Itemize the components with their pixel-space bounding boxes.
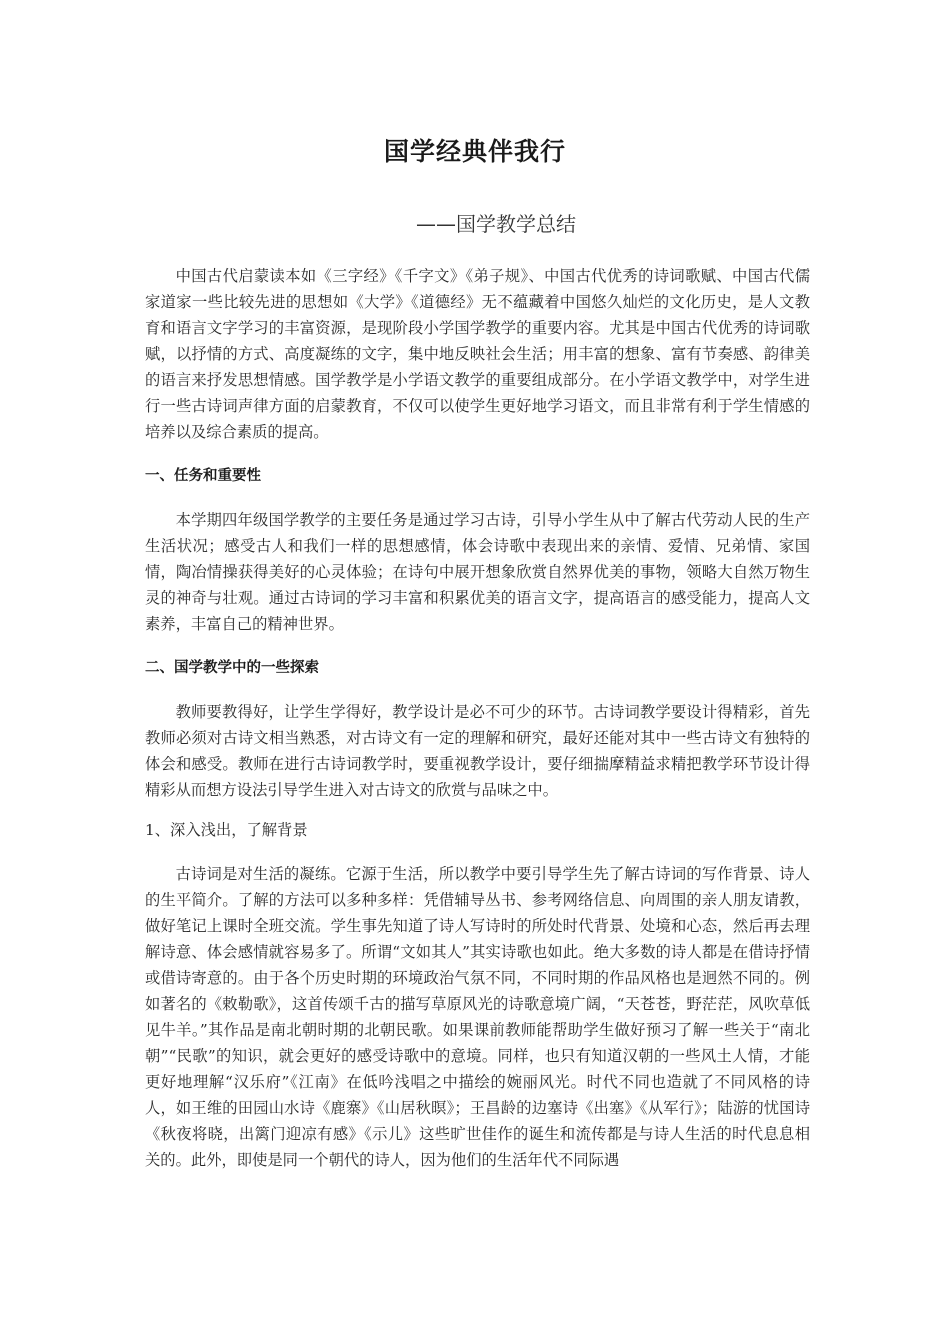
document-title: 国学经典伴我行 (383, 137, 566, 166)
document-body (145, 263, 810, 1173)
document-subtitle: ——国学教学总结 (416, 212, 576, 236)
section-2-paragraph: 教师要教得好，让学生学得好，教学设计是必不可少的环节。古诗词教学要设计得精彩，首先教师必须对古诗文相当熟悉，对古诗文有一定的理解和研究，最好还能对其中一些古诗文有独特的体会和感受。教师在进行古诗词教学时，要重视教学设计，要仔细揣摩精益求精把教学环节设计得精彩从而想方设法引导学生进入对古诗文的欣赏与品味之中。 (145, 703, 810, 799)
subsection-1-paragraph: 古诗词是对生活的凝练。它源于生活，所以教学中要引导学生先了解古诗词的写作背景、诗人的生平简介。了解的方法可以多种多样：凭借辅导丛书、参考网络信息、向周围的亲人朋友请教，做好笔记上课时全班交流。学生事先知道了诗人写诗时的所处时代背景、处境和心态，然后再去理解诗意、体会感情就容易多了。所谓“文如其人”其实诗歌也如此。绝大多数的诗人都是在借诗抒情或借诗寄意的。由于各个历史时期的环境政治气氛不同，不同时期的作品风格也是迥然不同的。例如著名的《敕勒歌》，这首传颂千古的描写草原风光的诗歌意境广阔，“天苍苍，野茫茫，风吹草低见牛羊。”其作品是南北朝时期的北朝民歌。如果课前教师能帮助学生做好预习了解一些关于“南北朝”“民歌”的知识，就会更好的感受诗歌中的意境。同样，也只有知道汉朝的一些风土人情，才能更好地理解“汉乐府”《江南》在低吟浅唱之中描绘的婉丽风光。时代不同也造就了不同风格的诗人，如王维的田园山水诗《鹿寨》《山居秋暝》；王昌龄的边塞诗《出塞》《从军行》；陆游的忧国诗《秋夜将晓，出篱门迎凉有感》《示儿》这些旷世佳作的诞生和流传都是与诗人生活的时代息息相关的。此外，即使是同一个朝代的诗人，因为他们的生活年代不同际遇 (145, 865, 810, 1169)
section-heading-2: 二、国学教学中的一些探索 (145, 660, 319, 676)
intro-paragraph: 中国古代启蒙读本如《三字经》《千字文》《弟子规》、中国古代优秀的诗词歌赋、中国古代儒家道家一些比较先进的思想如《大学》《道德经》无不蕴藏着中国悠久灿烂的文化历史，是人文教育和语言文字学习的丰富资源，是现阶段小学国学教学的重要内容。尤其是中国古代优秀的诗词歌赋，以抒情的方式、高度凝练的文字，集中地反映社会生活；用丰富的想象、富有节奏感、韵律美的语言来抒发思想情感。国学教学是小学语文教学的重要组成部分。在小学语文教学中，对学生进行一些古诗词声律方面的启蒙教育，不仅可以使学生更好地学习语文，而且非常有利于学生情感的培养以及综合素质的提高。 (145, 267, 810, 441)
section-heading-1: 一、任务和重要性 (145, 468, 261, 484)
subsection-heading-1: 1、深入浅出，了解背景 (145, 821, 308, 839)
section-1-paragraph: 本学期四年级国学教学的主要任务是通过学习古诗，引导小学生从中了解古代劳动人民的生产生活状况；感受古人和我们一样的思想感情，体会诗歌中表现出来的亲情、爱情、兄弟情、家国情，陶冶情操获得美好的心灵体验；在诗句中展开想象欣赏自然界优美的事物，领略大自然万物生灵的神奇与壮观。通过古诗词的学习丰富和积累优美的语言文字，提高语言的感受能力，提高人文素养，丰富自己的精神世界。 (145, 511, 810, 633)
